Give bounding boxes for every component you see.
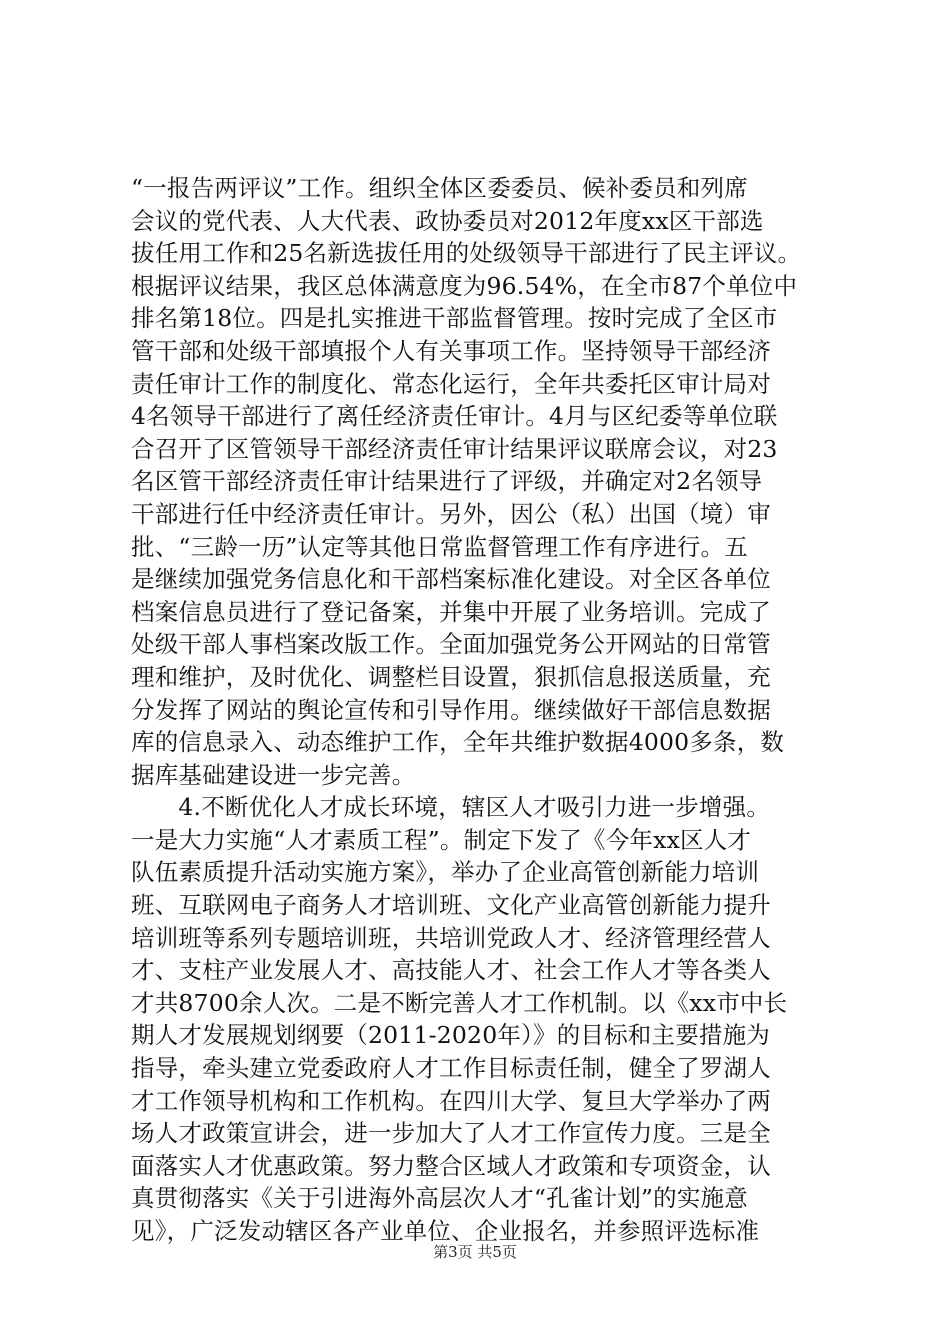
text-line: 真贯彻落实《关于引进海外高层次人才“孔雀计划”的实施意: [131, 1184, 748, 1213]
text-line: 责任审计工作的制度化、常态化运行，全年共委托区审计局对: [131, 369, 771, 398]
text-line: 队伍素质提升活动实施方案》，举办了企业高管创新能力培训: [131, 858, 760, 887]
text-line: 拔任用工作和25名新选拔任用的处级领导干部进行了民主评议。: [131, 239, 802, 268]
text-line: 场人才政策宣讲会，进一步加大了人才工作宣传力度。三是全: [131, 1119, 771, 1148]
text-line: 见》，广泛发动辖区各产业单位、企业报名，并参照评选标准: [131, 1217, 760, 1245]
text-line: 处级干部人事档案改版工作。全面加强党务公开网站的日常管: [131, 630, 771, 659]
text-line: 名区管干部经济责任审计结果进行了评级，并确定对2名领导: [131, 467, 763, 496]
text-line: 排名第18位。四是扎实推进干部监督管理。按时完成了全区市: [131, 304, 778, 333]
text-line: 会议的党代表、人大代表、政协委员对2012年度xx区干部选: [131, 206, 764, 235]
text-line: 才、支柱产业发展人才、高技能人才、社会工作人才等各类人: [131, 956, 771, 985]
text-line: 管干部和处级干部填报个人有关事项工作。坚持领导干部经济: [131, 336, 771, 365]
text-line: 库的信息录入、动态维护工作，全年共维护数据4000多条，数: [131, 728, 785, 757]
text-line: 据库基础建设进一步完善。: [131, 760, 416, 789]
text-line: 批、“三龄一历”认定等其他日常监督管理工作有序进行。五: [131, 532, 748, 561]
text-line: 培训班等系列专题培训班，共培训党政人才、经济管理经营人: [131, 923, 771, 952]
text-line: 合召开了区管领导干部经济责任审计结果评议联席会议，对23: [131, 434, 778, 463]
text-line: 才工作领导机构和工作机构。在四川大学、复旦大学举办了两: [131, 1086, 771, 1115]
text-line: 档案信息员进行了登记备案，并集中开展了业务培训。完成了: [131, 597, 771, 626]
text-line: 是继续加强党务信息化和干部档案标准化建设。对全区各单位: [131, 565, 771, 594]
text-line: 理和维护，及时优化、调整栏目设置，狠抓信息报送质量，充: [131, 662, 771, 691]
text-line: 根据评议结果，我区总体满意度为96.54%，在全市87个单位中: [131, 271, 798, 300]
text-line: 一是大力实施“人才素质工程”。制定下发了《今年xx区人才: [131, 825, 752, 854]
text-line: 4名领导干部进行了离任经济责任审计。4月与区纪委等单位联: [131, 402, 778, 431]
paragraph-start-line: 4.不断优化人才成长环境，辖区人才吸引力进一步增强。: [131, 793, 771, 822]
page-number-footer: 第3页 共5页: [433, 1243, 517, 1261]
text-line: 指导，牵头建立党委政府人才工作目标责任制，健全了罗湖人: [131, 1054, 771, 1083]
text-line: 班、互联网电子商务人才培训班、文化产业高管创新能力提升: [131, 891, 771, 920]
text-line: 期人才发展规划纲要（2011-2020年）》的目标和主要措施为: [131, 1021, 771, 1050]
text-line: 面落实人才优惠政策。努力整合区域人才政策和专项资金，认: [131, 1151, 771, 1180]
document-body: [131, 172, 831, 1248]
text-line: 才共8700余人次。二是不断完善人才工作机制。以《xx市中长: [131, 988, 788, 1017]
text-line: 干部进行任中经济责任审计。另外，因公（私）出国（境）审: [131, 499, 771, 528]
text-line: “一报告两评议”工作。组织全体区委委员、候补委员和列席: [131, 174, 748, 202]
text-line: 分发挥了网站的舆论宣传和引导作用。继续做好干部信息数据: [131, 695, 771, 724]
